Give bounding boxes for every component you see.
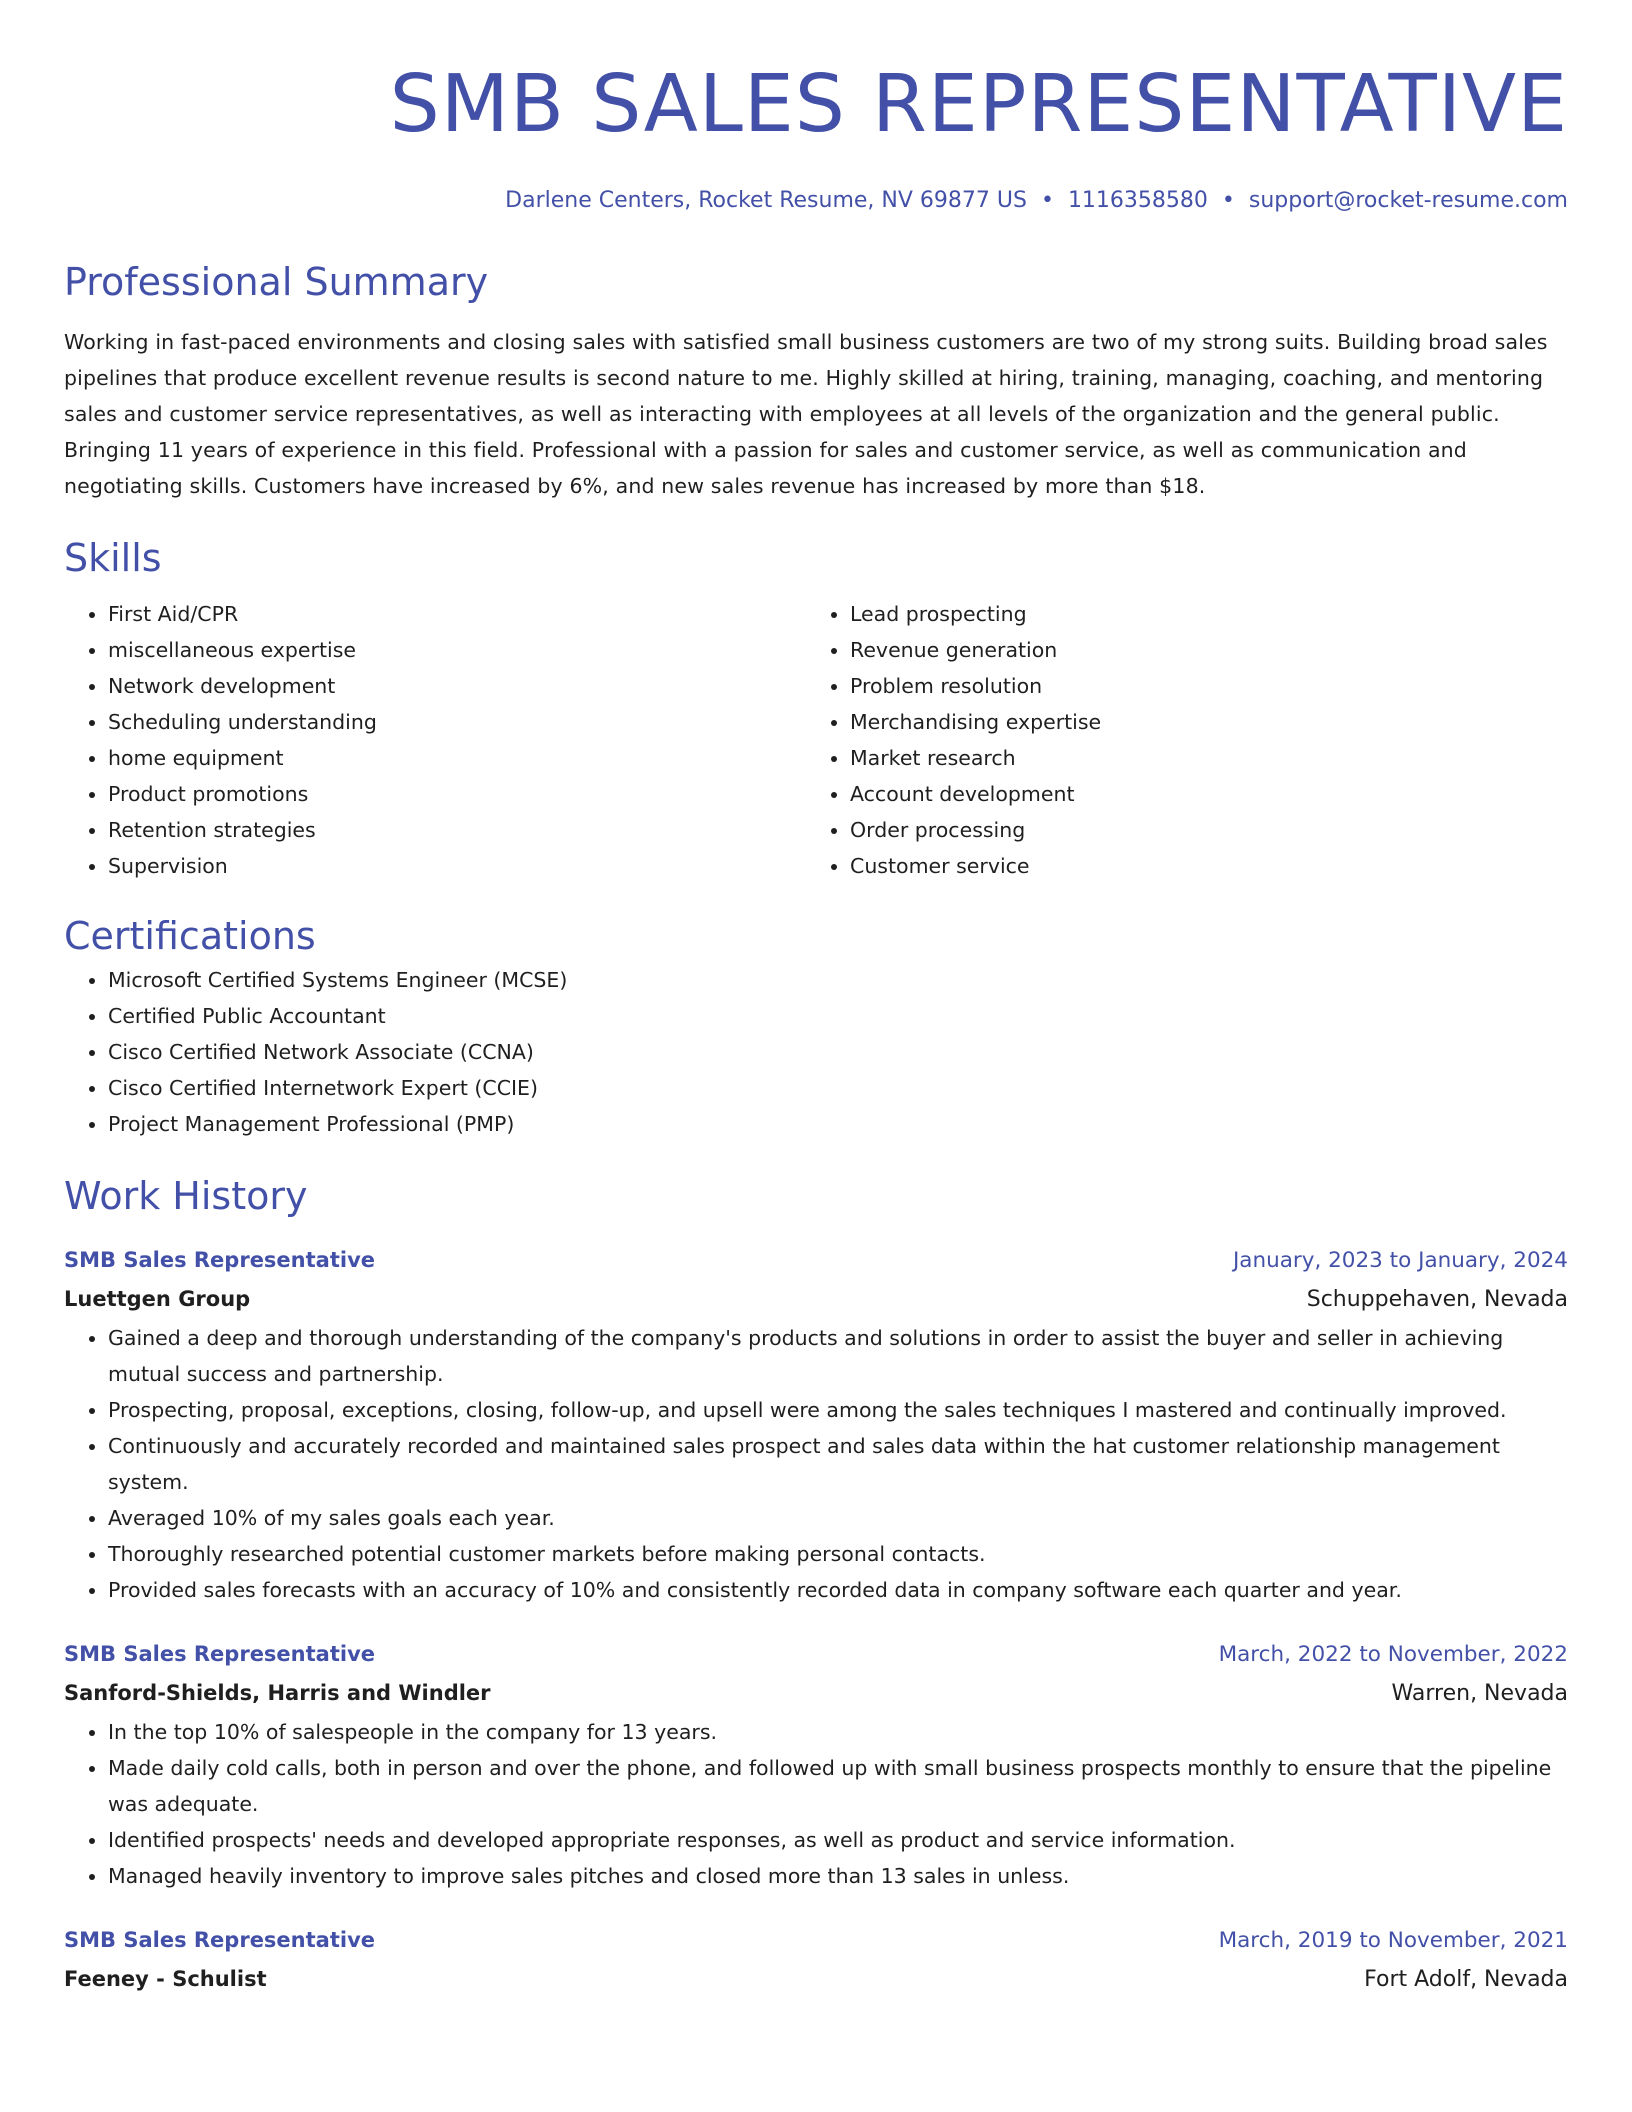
job-bullet: • Thoroughly researched potential customer markets before making personal contacts. — [108, 1536, 1568, 1572]
job-company: Feeney - Schulist — [64, 1967, 267, 1991]
job-bullet: • Gained a deep and thorough understanding of the company's products and solutions in order to assist the buyer and seller in achieving mutual success and partnership. — [108, 1320, 1568, 1392]
skill-item: • home equipment — [108, 740, 806, 776]
skill-item: • Revenue generation — [850, 632, 1568, 668]
job-bullet: • Made daily cold calls, both in person and over the phone, and followed up with small business prospects monthly to ensure that the pipeline was adequate. — [108, 1750, 1568, 1822]
skill-item: • Account development — [850, 776, 1568, 812]
job-header — [64, 1636, 1568, 1673]
job-bullet: • Averaged 10% of my sales goals each year. — [108, 1500, 1568, 1536]
resume-title: SMB SALES REPRESENTATIVE — [389, 58, 1568, 150]
skill-item: • Market research — [850, 740, 1568, 776]
skill-item: • Merchandising expertise — [850, 704, 1568, 740]
job-bullet: • Continuously and accurately recorded and maintained sales prospect and sales data within the hat customer relationship management system. — [108, 1428, 1568, 1500]
skills-heading: Skills — [64, 536, 162, 580]
certifications-list — [64, 962, 1568, 1142]
job-role: SMB Sales Representative — [64, 1928, 376, 1952]
job-entry — [64, 1636, 1568, 1894]
job-header — [64, 1242, 1568, 1279]
skill-item: • Order processing — [850, 812, 1568, 848]
job-location: Warren, Nevada — [1391, 1681, 1568, 1706]
skill-item: • Network development — [108, 668, 806, 704]
job-location: Schuppehaven, Nevada — [1306, 1287, 1568, 1312]
skills-list-left — [64, 596, 806, 884]
contact-separator: • — [1221, 188, 1235, 213]
certification-item: • Microsoft Certified Systems Engineer (MCSE) — [108, 962, 1568, 998]
contact-address: Darlene Centers, Rocket Resume, NV 69877 US — [505, 188, 1027, 213]
skill-item: • Customer service — [850, 848, 1568, 884]
summary-heading: Professional Summary — [64, 260, 489, 304]
job-bullets — [64, 1714, 1568, 1894]
certification-item: • Cisco Certified Internetwork Expert (CCIE) — [108, 1070, 1568, 1106]
job-subheader — [64, 1959, 1568, 2000]
skill-item: • First Aid/CPR — [108, 596, 806, 632]
skill-item: • Retention strategies — [108, 812, 806, 848]
job-entry — [64, 1922, 1568, 2000]
contact-phone: 1116358580 — [1067, 188, 1208, 213]
job-bullet: • Managed heavily inventory to improve sales pitches and closed more than 13 sales in unless. — [108, 1858, 1568, 1894]
job-bullets — [64, 1320, 1568, 1608]
job-company: Sanford-Shields, Harris and Windler — [64, 1681, 491, 1705]
job-role: SMB Sales Representative — [64, 1642, 376, 1666]
job-entry — [64, 1242, 1568, 1608]
job-bullet: • In the top 10% of salespeople in the company for 13 years. — [108, 1714, 1568, 1750]
job-location: Fort Adolf, Nevada — [1364, 1967, 1568, 1992]
certification-item: • Certified Public Accountant — [108, 998, 1568, 1034]
skill-item: • Supervision — [108, 848, 806, 884]
job-bullet: • Prospecting, proposal, exceptions, closing, follow-up, and upsell were among the sales techniques I mastered and continually improved. — [108, 1392, 1568, 1428]
job-header — [64, 1922, 1568, 1959]
skill-item: • miscellaneous expertise — [108, 632, 806, 668]
job-dates: March, 2019 to November, 2021 — [1218, 1928, 1568, 1953]
certification-item: • Cisco Certified Network Associate (CCNA) — [108, 1034, 1568, 1070]
certifications-heading: Certifications — [64, 914, 316, 958]
job-role: SMB Sales Representative — [64, 1248, 376, 1272]
skills-list-right — [806, 596, 1568, 884]
job-subheader — [64, 1673, 1568, 1714]
job-bullet: • Identified prospects' needs and developed appropriate responses, as well as product and service information. — [108, 1822, 1568, 1858]
skill-item: • Problem resolution — [850, 668, 1568, 704]
skill-item: • Scheduling understanding — [108, 704, 806, 740]
work-history-heading: Work History — [64, 1174, 308, 1218]
skills-grid — [64, 596, 1568, 884]
job-subheader — [64, 1279, 1568, 1320]
job-dates: March, 2022 to November, 2022 — [1218, 1642, 1568, 1667]
contact-email: support@rocket-resume.com — [1248, 188, 1568, 213]
skill-item: • Lead prospecting — [850, 596, 1568, 632]
skill-item: • Product promotions — [108, 776, 806, 812]
certification-item: • Project Management Professional (PMP) — [108, 1106, 1568, 1142]
contact-separator: • — [1040, 188, 1054, 213]
contact-line — [64, 186, 1568, 216]
job-bullet: • Provided sales forecasts with an accuracy of 10% and consistently recorded data in company software each quarter and year. — [108, 1572, 1568, 1608]
summary-text: Working in fast-paced environments and closing sales with satisfied small business customers are two of my strong suits. Building broad sales pipelines that produce excellent revenue results is second nature to me. Highly skilled at hiring, training, managing, coaching, and mentoring sales and customer service representatives, as well as interacting with employees at all levels of the organization and the general public. Bringing 11 years of experience in this field. Professional with a passion for sales and customer service, as well as communication and negotiating skills. Customers have increased by 6%, and new sales revenue has increased by more than $18. — [64, 330, 1548, 498]
job-dates: January, 2023 to January, 2024 — [1232, 1248, 1568, 1273]
job-company: Luettgen Group — [64, 1287, 251, 1311]
